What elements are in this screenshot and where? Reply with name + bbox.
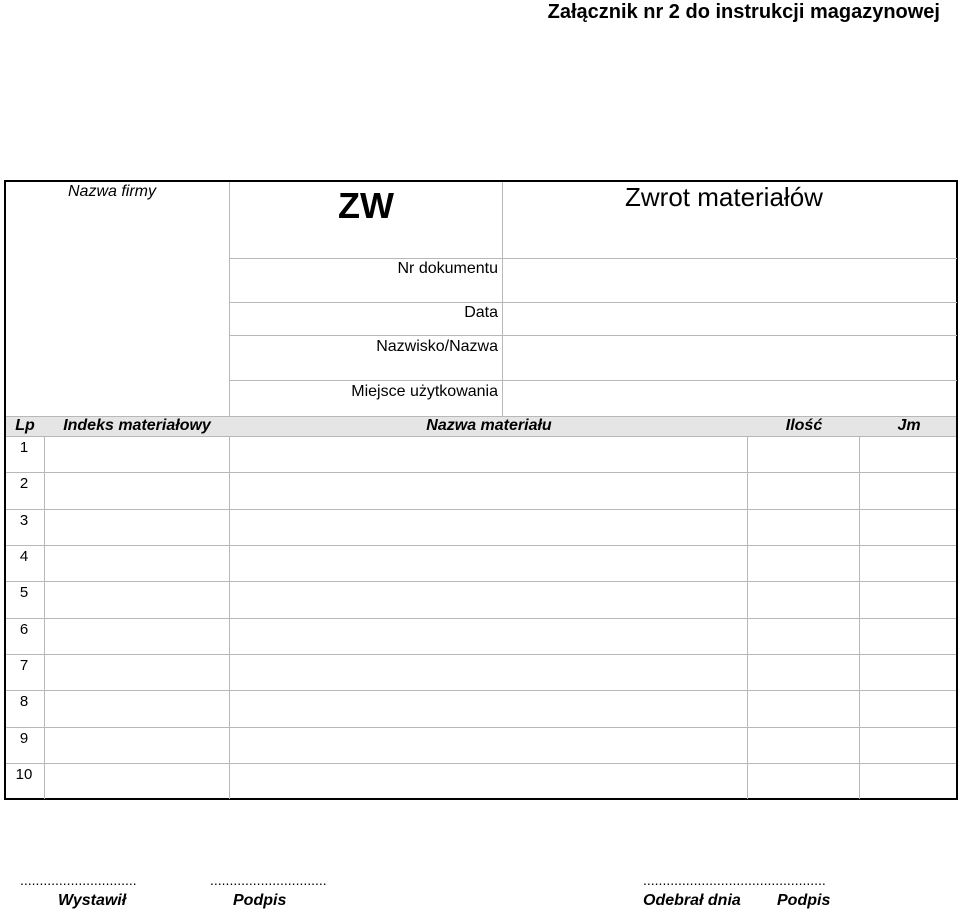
- table-row-line: [6, 690, 956, 691]
- table-row-line: [6, 509, 956, 510]
- table-row-line: [6, 545, 956, 546]
- document-title: Zwrot materiałów: [625, 182, 823, 212]
- received-date-label: Odebrał dnia: [643, 892, 741, 909]
- issued-by-signature-line: ..............................: [20, 872, 137, 888]
- place-of-use-label: Miejsce użytkowania: [351, 383, 498, 400]
- row-number: 9: [19, 730, 29, 747]
- column-header-index: Indeks materiałowy: [63, 417, 211, 434]
- table-row-line: [6, 763, 956, 764]
- table-row-line: [6, 472, 956, 473]
- received-signature-line: ...............................................: [643, 872, 826, 888]
- row-number: 8: [19, 693, 29, 710]
- row-number: 1: [19, 439, 29, 456]
- table-row-line: [6, 581, 956, 582]
- doc-number-label: Nr dokumentu: [397, 260, 498, 277]
- table-row-line: [6, 727, 956, 728]
- column-header-material-name: Nazwa materiału: [426, 417, 552, 434]
- table-row-line: [6, 618, 956, 619]
- signature-label-1: Podpis: [233, 892, 287, 909]
- row-number: 2: [19, 475, 29, 492]
- signature-line-1: ..............................: [210, 872, 327, 888]
- name-label: Nazwisko/Nazwa: [376, 338, 498, 355]
- row-number: 5: [19, 584, 29, 601]
- column-header-quantity: Ilość: [785, 417, 823, 434]
- column-header-unit: Jm: [897, 417, 921, 434]
- issued-by-label: Wystawił: [58, 892, 127, 909]
- signature-label-2: Podpis: [777, 892, 831, 909]
- company-name-label: Nazwa firmy: [68, 183, 157, 200]
- column-header-lp: Lp: [15, 417, 35, 434]
- table-row-line: [6, 654, 956, 655]
- row-number: 10: [15, 766, 33, 783]
- row-number: 6: [19, 621, 29, 638]
- row-number: 7: [19, 657, 29, 674]
- document-code: ZW: [338, 185, 394, 226]
- field-line-4: [229, 380, 957, 381]
- field-line-2: [229, 302, 957, 303]
- row-number: 4: [19, 548, 29, 565]
- date-label: Data: [464, 304, 498, 321]
- field-line-1: [229, 258, 957, 259]
- row-number: 3: [19, 512, 29, 529]
- attachment-title: Załącznik nr 2 do instrukcji magazynowej: [547, 1, 940, 23]
- field-line-3: [229, 335, 957, 336]
